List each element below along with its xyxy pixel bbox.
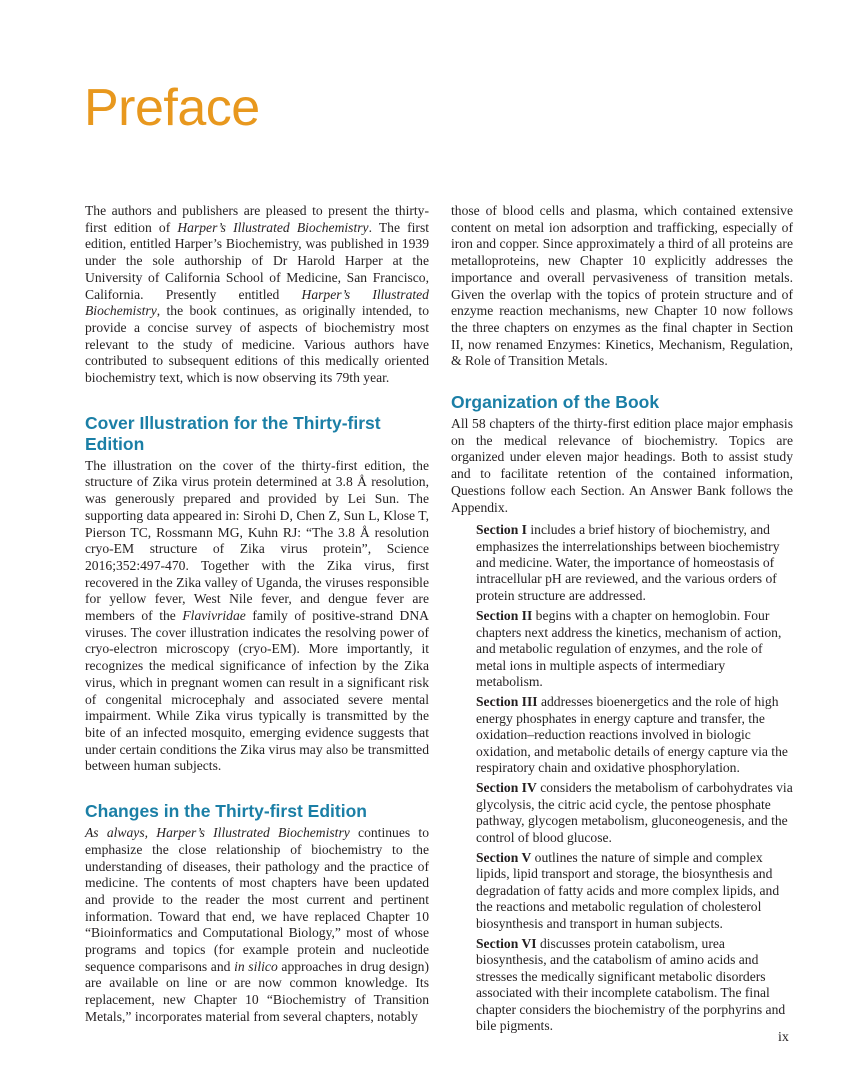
- section-label: Section IV: [476, 780, 537, 796]
- text-run: includes a brief history of biochemistry, and emphasizes the interrelationships between biochemistry and medicine. Water, the importance of homeostasis of intracellular pH are reviewed, and the various orders of protein structure are addressed.: [476, 522, 780, 603]
- section-label: Section VI: [476, 936, 537, 951]
- organization-paragraph: [451, 416, 793, 516]
- section-item: [476, 780, 793, 846]
- intro-paragraph: [85, 203, 429, 387]
- section-item: [476, 850, 793, 932]
- text-run: discusses protein catabolism, urea biosynthesis, and the catabolism of amino acids and stresses the medically significant metabolic disorders associated with their incomplete catabolism. The final chapter considers the biochemistry of the porphyrins and bile pigments.: [476, 936, 786, 1034]
- left-column: [85, 203, 429, 1026]
- right-column: [451, 203, 793, 1038]
- section-list: [451, 522, 793, 1034]
- text-run: All 58 chapters of the thirty-first edition place major emphasis on the medical relevance of biochemistry. Topics are organized under eleven major headings. Both to assist study and to facilitate retention of the contained information, Questions follow each Section. An Answer Bank follows the Appendix.: [451, 416, 793, 515]
- text-run: The authors and publishers are pleased to present the thirty-first edition of: [85, 203, 429, 235]
- changes-paragraph-continued: [451, 203, 793, 370]
- text-run: family of positive-strand DNA viruses. The cover illustration indicates the resolving power of cryo-electron microscopy (cryo-EM). More importantly, it recognizes the medical significance of infection by the Zika virus, which in pregnant women can result in a significant risk of congenital microcephaly and associated severe mental impairment. While Zika virus typically is transmitted by the bite of an infected mosquito, emerging evidence suggests that under certain conditions the Zika virus may also be transmitted between human subjects.: [85, 608, 429, 774]
- page-number: ix: [778, 1030, 789, 1045]
- section-item: [476, 936, 793, 1034]
- text-run: approaches in drug design) are available on line or are now common knowledge. Its replacement, new Chapter 10 “Biochemistry of Transition Metals,” incorporates material from several chapters, notably: [85, 958, 429, 1024]
- section-item: [476, 522, 793, 604]
- section-item: [476, 608, 793, 690]
- text-run: considers the metabolism of carbohydrates via glycolysis, the citric acid cycle, the pentose phosphate pathway, glycogen metabolism, gluconeogenesis, and the control of blood glucose.: [476, 780, 793, 845]
- italic-text: Harper’s Illustrated Biochemistry: [177, 219, 369, 235]
- cover-heading: Cover Illustration for the Thirty-first Edition: [85, 412, 381, 454]
- section-item: [476, 694, 793, 776]
- italic-text: Flavivridae: [182, 608, 246, 624]
- section-label: Section V: [476, 849, 532, 865]
- text-run: addresses bioenergetics and the role of high energy phosphates in energy capture and transfer, the oxidation–reduction reactions involved in biologic oxidation, and metabolic details of energy capture via the respiratory chain and oxidative phosphorylation.: [476, 694, 788, 775]
- text-run: , the book continues, as originally intended, to provide a concise survey of aspects of biochemistry most relevant to the study of medicine. Various authors have contributed to subsequent editions of this medically oriented biochemistry text, which is now observing its 79th year.: [85, 303, 429, 386]
- text-run: begins with a chapter on hemoglobin. Four chapters next address the kinetics, mechanism of action, and metabolic regulation of enzymes, and the role of metal ions in multiple aspects of intermediary metabolism.: [476, 608, 782, 689]
- cover-paragraph: [85, 458, 429, 775]
- text-run: . The first edition, entitled Harper’s Biochemistry, was published in 1939 under the sole authorship of Dr Harold Harper at the University of California School of Medicine, San Francisco, California. Presently entitled: [85, 219, 430, 302]
- section-label: Section I: [476, 522, 527, 538]
- italic-text: Harper’s Illustrated Biochemistry: [85, 286, 429, 319]
- section-label: Section III: [476, 694, 538, 710]
- changes-paragraph: [85, 825, 429, 1025]
- page-title: Preface: [84, 79, 260, 137]
- text-run: outlines the nature of simple and complex lipids, lipid transport and storage, the biosynthesis and degradation of fatty acids and more complex lipids, and the reactions and metabolic regulation of cholesterol biosynthesis and transport in human subjects.: [476, 849, 780, 931]
- organization-heading: Organization of the Book: [451, 392, 660, 413]
- italic-text: As always, Harper’s Illustrated Biochemistry: [85, 825, 350, 841]
- text-run: those of blood cells and plasma, which contained extensive content on metal ion adsorption and trafficking, especially of iron and copper. Since approximately a third of all proteins are metalloproteins, new Chapter 10 explicitly addresses the importance and overall pervasiveness of transition metals. Given the overlap with the topics of protein structure and of enzyme reaction mechanisms, new Chapter 10 now follows the three chapters on enzymes as the final chapter in Section II, now renamed Enzymes: Kinetics, Mechanism, Regulation, & Role of Transition Metals.: [451, 203, 793, 369]
- italic-text: in silico: [234, 958, 278, 974]
- section-label: Section II: [476, 608, 533, 624]
- changes-heading: Changes in the Thirty-first Edition: [85, 801, 367, 822]
- text-run: continues to emphasize the close relationship of biochemistry to the understanding of diseases, their pathology and the practice of medicine. The contents of most chapters have been updated and provide to the reader the most current and pertinent information. Toward that end, we have replaced Chapter 10 “Bioinformatics and Computational Biology,” most of whose programs and topics (for example protein and nucleotide sequence comparisons and: [85, 825, 429, 974]
- text-run: The illustration on the cover of the thirty-first edition, the structure of Zika virus protein determined at 3.8 Å resolution, was generously prepared and provided by Lei Sun. The supporting data appeared in: Sirohi D, Chen Z, Sun L, Klose T, Pierson TC, Rossmann MG, Kuhn RJ: “The 3.8 Å resolution cryo-EM structure of Zika virus protein”, Science 2016;352:497-470. Together with the Zika virus, first recovered in the Zika valley of Uganda, the viruses responsible for yellow fever, West Nile fever, and dengue fever are members of the: [85, 457, 429, 624]
